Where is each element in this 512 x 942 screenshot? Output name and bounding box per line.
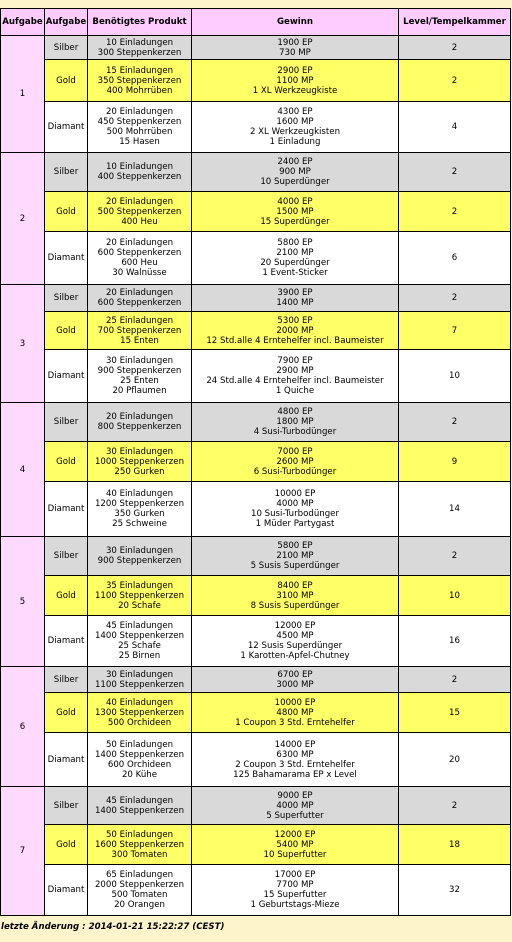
gewinn-line: 2400 EP xyxy=(277,157,313,167)
gewinn-line: 2 Coupon 3 Std. Erntehelfer xyxy=(235,759,355,770)
produkt-line: 600 Steppenkerzen xyxy=(97,248,182,258)
gewinn-cell xyxy=(192,693,399,733)
produkt-line: 700 Steppenkerzen xyxy=(97,325,182,336)
benoetigtes-produkt-cell xyxy=(88,312,192,350)
produkt-line: 40 Einladungen xyxy=(105,697,174,708)
gewinn-line: 1 Müder Partygast xyxy=(255,519,335,529)
gewinn-line: 10 Susi-Turbodünger xyxy=(250,509,339,519)
produkt-line: 400 Heu xyxy=(121,216,158,227)
table-row xyxy=(1,537,511,576)
benoetigtes-produkt-cell xyxy=(88,616,192,667)
produkt-line: 1000 Steppenkerzen xyxy=(94,456,185,467)
level-cell: 32 xyxy=(399,865,511,916)
produkt-line: 500 Steppenkerzen xyxy=(97,206,182,217)
table-row xyxy=(1,825,511,865)
aufgabe-number: 4 xyxy=(1,403,45,537)
level-cell: 20 xyxy=(399,733,511,787)
table-row xyxy=(1,787,511,825)
gewinn-cell xyxy=(192,153,399,192)
aufgabe-number: 1 xyxy=(1,36,45,153)
level-cell: 14 xyxy=(399,482,511,537)
gewinn-cell xyxy=(192,616,399,667)
produkt-line: 25 Birnen xyxy=(118,651,161,661)
gewinn-line: 6700 EP xyxy=(277,669,313,680)
gewinn-line: 5300 EP xyxy=(277,315,313,326)
gewinn-line: 1 Quiche xyxy=(275,386,315,396)
table-row xyxy=(1,192,511,232)
produkt-line: 30 Einladungen xyxy=(105,356,174,366)
aufgabe-tier: Gold xyxy=(45,576,88,616)
table-row xyxy=(1,442,511,482)
gewinn-line: 2900 EP xyxy=(277,65,313,76)
gewinn-cell xyxy=(192,825,399,865)
aufgabe-tier: Diamant xyxy=(45,482,88,537)
gewinn-line: 2000 MP xyxy=(276,325,314,336)
table-row xyxy=(1,667,511,693)
gewinn-cell xyxy=(192,232,399,285)
gewinn-line: 5400 MP xyxy=(276,839,314,850)
gewinn-line: 4800 MP xyxy=(276,707,314,718)
aufgabe-number: 6 xyxy=(1,667,45,787)
produkt-line: 20 Einladungen xyxy=(105,412,174,422)
level-cell: 2 xyxy=(399,787,511,825)
gewinn-line: 10000 EP xyxy=(274,489,316,499)
level-cell: 2 xyxy=(399,667,511,693)
produkt-line: 30 Einladungen xyxy=(105,546,174,556)
gewinn-line: 12 Std.alle 4 Erntehelfer incl. Baumeister xyxy=(206,335,384,346)
gewinn-line: 7900 EP xyxy=(277,356,313,366)
level-cell: 2 xyxy=(399,192,511,232)
level-cell: 10 xyxy=(399,350,511,403)
gewinn-line: 24 Std.alle 4 Erntehelfer incl. Baumeister xyxy=(206,376,384,386)
produkt-line: 600 Heu xyxy=(121,258,158,268)
gewinn-line: 3100 MP xyxy=(276,590,314,601)
produkt-line: 20 Einladungen xyxy=(105,196,174,207)
produkt-line: 20 Orangen xyxy=(114,900,165,910)
gewinn-line: 1 XL Werkzeugkiste xyxy=(252,85,338,96)
table-body xyxy=(1,36,511,916)
gewinn-line: 2600 MP xyxy=(276,456,314,467)
benoetigtes-produkt-cell xyxy=(88,787,192,825)
gewinn-line: 1 Geburtstags-Mieze xyxy=(250,900,340,910)
produkt-line: 1100 Steppenkerzen xyxy=(94,590,185,601)
gewinn-line: 4800 EP xyxy=(277,407,313,417)
level-cell: 2 xyxy=(399,403,511,442)
table-row xyxy=(1,312,511,350)
produkt-line: 450 Steppenkerzen xyxy=(97,117,182,127)
produkt-line: 50 Einladungen xyxy=(105,739,174,750)
aufgabe-tier: Gold xyxy=(45,693,88,733)
benoetigtes-produkt-cell xyxy=(88,693,192,733)
aufgabe-tier: Diamant xyxy=(45,102,88,153)
produkt-line: 1400 Steppenkerzen xyxy=(94,805,185,816)
gewinn-line: 6 Susi-Turbodünger xyxy=(253,466,337,477)
gewinn-line: 4 Susi-Turbodünger xyxy=(253,427,337,437)
produkt-line: 1400 Steppenkerzen xyxy=(94,749,185,760)
produkt-line: 500 Orchideen xyxy=(107,717,172,728)
header-gewinn: Gewinn xyxy=(192,9,399,36)
produkt-line: 2000 Steppenkerzen xyxy=(94,880,185,890)
aufgabe-tier: Silber xyxy=(45,153,88,192)
aufgabe-tier: Diamant xyxy=(45,733,88,787)
last-modified-footer: letzte Änderung : 2014-01-21 15:22:27 (CEST) xyxy=(1,922,225,932)
gewinn-line: 15 Superdünger xyxy=(260,216,330,227)
produkt-line: 45 Einladungen xyxy=(105,621,174,631)
header-level: Level/Tempelkammer xyxy=(399,9,511,36)
gewinn-line: 14000 EP xyxy=(274,739,316,750)
produkt-line: 50 Einladungen xyxy=(105,829,174,840)
aufgabe-tier: Gold xyxy=(45,825,88,865)
gewinn-cell xyxy=(192,537,399,576)
produkt-line: 350 Gurken xyxy=(114,509,165,519)
produkt-line: 15 Einladungen xyxy=(105,65,174,76)
aufgabe-tier: Diamant xyxy=(45,232,88,285)
benoetigtes-produkt-cell xyxy=(88,36,192,60)
gewinn-line: 1900 EP xyxy=(277,37,313,48)
gewinn-line: 7700 MP xyxy=(276,880,314,890)
aufgabe-tier: Gold xyxy=(45,312,88,350)
benoetigtes-produkt-cell xyxy=(88,153,192,192)
gewinn-line: 5 Susis Superdünger xyxy=(250,561,340,571)
gewinn-line: 900 MP xyxy=(279,167,311,177)
gewinn-cell xyxy=(192,442,399,482)
aufgabe-tier: Gold xyxy=(45,192,88,232)
gewinn-line: 1800 MP xyxy=(276,417,314,427)
level-cell: 9 xyxy=(399,442,511,482)
produkt-line: 1100 Steppenkerzen xyxy=(94,679,185,690)
table-row xyxy=(1,285,511,312)
gewinn-line: 9000 EP xyxy=(277,790,313,801)
produkt-line: 1400 Steppenkerzen xyxy=(94,631,185,641)
produkt-line: 20 Einladungen xyxy=(105,288,174,298)
gewinn-line: 10 Superdünger xyxy=(260,177,330,187)
level-cell: 6 xyxy=(399,232,511,285)
table-row xyxy=(1,576,511,616)
gewinn-cell xyxy=(192,865,399,916)
table-row xyxy=(1,865,511,916)
gewinn-line: 125 Bahamarama EP x Level xyxy=(233,769,357,780)
level-cell: 10 xyxy=(399,576,511,616)
gewinn-cell xyxy=(192,787,399,825)
benoetigtes-produkt-cell xyxy=(88,576,192,616)
produkt-line: 350 Steppenkerzen xyxy=(97,75,182,86)
gewinn-cell xyxy=(192,576,399,616)
gewinn-line: 2100 MP xyxy=(276,248,314,258)
level-cell: 15 xyxy=(399,693,511,733)
produkt-line: 65 Einladungen xyxy=(105,870,174,880)
table-row xyxy=(1,693,511,733)
produkt-line: 300 Tomaten xyxy=(111,849,168,860)
gewinn-line: 1 Event-Sticker xyxy=(262,268,328,278)
produkt-line: 300 Steppenkerzen xyxy=(97,47,182,58)
produkt-line: 20 Einladungen xyxy=(105,238,174,248)
produkt-line: 25 Enten xyxy=(120,376,159,386)
aufgabe-tier: Silber xyxy=(45,787,88,825)
produkt-line: 1300 Steppenkerzen xyxy=(94,707,185,718)
gewinn-line: 3000 MP xyxy=(276,679,314,690)
gewinn-line: 1100 MP xyxy=(276,75,314,86)
produkt-line: 20 Pflaumen xyxy=(112,386,167,396)
produkt-line: 15 Hasen xyxy=(119,137,160,147)
gewinn-cell xyxy=(192,192,399,232)
aufgabe-tier: Silber xyxy=(45,285,88,312)
aufgabe-number: 3 xyxy=(1,285,45,403)
gewinn-line: 1 Coupon 3 Std. Erntehelfer xyxy=(235,717,355,728)
produkt-line: 400 Steppenkerzen xyxy=(97,172,182,182)
table-row xyxy=(1,153,511,192)
gewinn-line: 6300 MP xyxy=(276,749,314,760)
gewinn-cell xyxy=(192,102,399,153)
aufgabe-tier: Gold xyxy=(45,60,88,102)
table-row xyxy=(1,60,511,102)
level-cell: 4 xyxy=(399,102,511,153)
aufgabe-number: 2 xyxy=(1,153,45,285)
benoetigtes-produkt-cell xyxy=(88,102,192,153)
level-cell: 18 xyxy=(399,825,511,865)
gewinn-line: 17000 EP xyxy=(274,870,316,880)
benoetigtes-produkt-cell xyxy=(88,865,192,916)
gewinn-cell xyxy=(192,285,399,312)
produkt-line: 40 Einladungen xyxy=(105,489,174,499)
benoetigtes-produkt-cell xyxy=(88,285,192,312)
table-row xyxy=(1,616,511,667)
header-aufgabe-nr: Aufgabe xyxy=(1,9,45,36)
benoetigtes-produkt-cell xyxy=(88,825,192,865)
gewinn-line: 8 Susis Superdünger xyxy=(250,600,340,611)
gewinn-line: 10000 EP xyxy=(274,697,316,708)
gewinn-line: 7000 EP xyxy=(277,446,313,457)
produkt-line: 35 Einladungen xyxy=(105,580,174,591)
gewinn-line: 1500 MP xyxy=(276,206,314,217)
table-row xyxy=(1,482,511,537)
level-cell: 2 xyxy=(399,537,511,576)
gewinn-cell xyxy=(192,733,399,787)
benoetigtes-produkt-cell xyxy=(88,442,192,482)
produkt-line: 15 Enten xyxy=(120,335,159,346)
produkt-line: 1200 Steppenkerzen xyxy=(94,499,185,509)
gewinn-line: 1400 MP xyxy=(276,298,314,308)
level-cell: 16 xyxy=(399,616,511,667)
produkt-line: 500 Mohrrüben xyxy=(106,127,173,137)
gewinn-line: 10 Superfutter xyxy=(263,849,327,860)
gewinn-line: 5 Superfutter xyxy=(266,810,324,821)
aufgabe-tier: Silber xyxy=(45,36,88,60)
gewinn-line: 12 Susis Superdünger xyxy=(247,641,343,651)
gewinn-line: 4000 EP xyxy=(277,196,313,207)
header-aufgabe-stufe: Aufgabe xyxy=(45,9,88,36)
produkt-line: 10 Einladungen xyxy=(105,162,174,172)
table-row xyxy=(1,350,511,403)
aufgaben-table xyxy=(0,8,511,916)
gewinn-cell xyxy=(192,482,399,537)
benoetigtes-produkt-cell xyxy=(88,537,192,576)
gewinn-line: 5800 EP xyxy=(277,238,313,248)
aufgabe-tier: Silber xyxy=(45,667,88,693)
aufgabe-tier: Silber xyxy=(45,403,88,442)
header-benoetigtes-produkt: Benötigtes Produkt xyxy=(88,9,192,36)
produkt-line: 25 Einladungen xyxy=(105,315,174,326)
aufgabe-tier: Silber xyxy=(45,537,88,576)
level-cell: 2 xyxy=(399,36,511,60)
table-row xyxy=(1,102,511,153)
benoetigtes-produkt-cell xyxy=(88,403,192,442)
gewinn-line: 12000 EP xyxy=(274,829,316,840)
produkt-line: 900 Steppenkerzen xyxy=(97,556,182,566)
table-row xyxy=(1,403,511,442)
benoetigtes-produkt-cell xyxy=(88,60,192,102)
gewinn-line: 2900 MP xyxy=(276,366,314,376)
level-cell: 2 xyxy=(399,60,511,102)
gewinn-line: 4000 MP xyxy=(276,800,314,811)
gewinn-line: 3900 EP xyxy=(277,288,313,298)
produkt-line: 800 Steppenkerzen xyxy=(97,422,182,432)
gewinn-line: 4300 EP xyxy=(277,107,313,117)
benoetigtes-produkt-cell xyxy=(88,733,192,787)
level-cell: 2 xyxy=(399,153,511,192)
table-row xyxy=(1,733,511,787)
produkt-line: 25 Schafe xyxy=(118,641,161,651)
produkt-line: 20 Schafe xyxy=(118,600,161,611)
gewinn-line: 1 Karotten-Apfel-Chutney xyxy=(240,651,350,661)
benoetigtes-produkt-cell xyxy=(88,192,192,232)
aufgabe-tier: Diamant xyxy=(45,865,88,916)
produkt-line: 30 Walnüsse xyxy=(112,268,167,278)
gewinn-line: 5800 EP xyxy=(277,541,313,551)
gewinn-cell xyxy=(192,350,399,403)
gewinn-line: 1600 MP xyxy=(276,117,314,127)
produkt-line: 25 Schweine xyxy=(112,519,167,529)
produkt-line: 500 Tomaten xyxy=(111,890,168,900)
aufgabe-tier: Diamant xyxy=(45,350,88,403)
produkt-line: 30 Einladungen xyxy=(105,669,174,680)
produkt-line: 20 Einladungen xyxy=(105,107,174,117)
gewinn-line: 12000 EP xyxy=(274,621,316,631)
header-row xyxy=(1,9,511,36)
gewinn-cell xyxy=(192,36,399,60)
benoetigtes-produkt-cell xyxy=(88,667,192,693)
level-cell: 2 xyxy=(399,285,511,312)
produkt-line: 10 Einladungen xyxy=(105,37,174,48)
benoetigtes-produkt-cell xyxy=(88,350,192,403)
gewinn-cell xyxy=(192,312,399,350)
produkt-line: 600 Steppenkerzen xyxy=(97,298,182,308)
gewinn-line: 4000 MP xyxy=(276,499,314,509)
produkt-line: 1600 Steppenkerzen xyxy=(94,839,185,850)
gewinn-line: 2100 MP xyxy=(276,551,314,561)
gewinn-line: 1 Einladung xyxy=(269,137,321,147)
gewinn-line: 20 Superdünger xyxy=(260,258,330,268)
aufgabe-tier: Diamant xyxy=(45,616,88,667)
gewinn-line: 8400 EP xyxy=(277,580,313,591)
produkt-line: 45 Einladungen xyxy=(105,795,174,806)
gewinn-cell xyxy=(192,667,399,693)
gewinn-line: 4500 MP xyxy=(276,631,314,641)
aufgabe-number: 7 xyxy=(1,787,45,916)
aufgabe-tier: Gold xyxy=(45,442,88,482)
gewinn-line: 2 XL Werkzeugkisten xyxy=(249,127,341,137)
table-row xyxy=(1,232,511,285)
produkt-line: 400 Mohrrüben xyxy=(106,85,173,96)
produkt-line: 30 Einladungen xyxy=(105,446,174,457)
gewinn-cell xyxy=(192,60,399,102)
table-row xyxy=(1,36,511,60)
produkt-line: 900 Steppenkerzen xyxy=(97,366,182,376)
aufgabe-number: 5 xyxy=(1,537,45,667)
produkt-line: 20 Kühe xyxy=(121,769,158,780)
produkt-line: 600 Orchideen xyxy=(107,759,172,770)
level-cell: 7 xyxy=(399,312,511,350)
gewinn-line: 15 Superfutter xyxy=(263,890,327,900)
produkt-line: 250 Gurken xyxy=(114,466,165,477)
gewinn-line: 730 MP xyxy=(279,47,311,58)
gewinn-cell xyxy=(192,403,399,442)
benoetigtes-produkt-cell xyxy=(88,232,192,285)
benoetigtes-produkt-cell xyxy=(88,482,192,537)
